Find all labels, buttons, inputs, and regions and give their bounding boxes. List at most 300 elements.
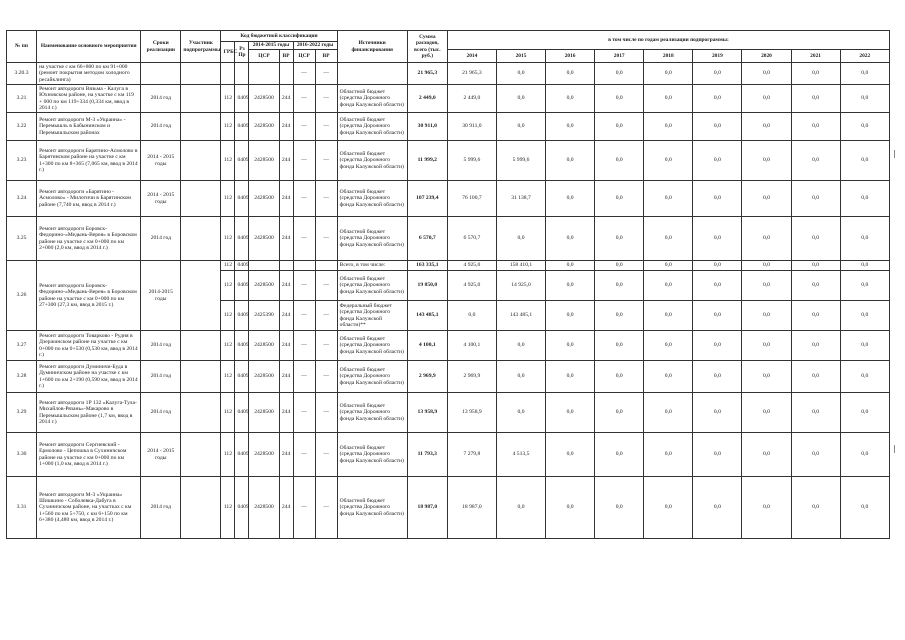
year-value-cell: 0,0 bbox=[595, 181, 644, 217]
table-row bbox=[7, 433, 890, 477]
source-cell: Областной бюджет (средства Дорожного фонда Калужской области) bbox=[337, 271, 407, 301]
grbs-cell: 112 bbox=[221, 433, 235, 477]
grbs-cell: 112 bbox=[221, 141, 235, 181]
csr-cell bbox=[249, 63, 279, 85]
year-value-cell: 0,0 bbox=[644, 331, 693, 361]
header-year: 2014 bbox=[447, 50, 496, 63]
row-name-cell: Ремонт автодороги Товарково - Рудня в Дзержинском районе на участке с км 0+000 по км 0+530 (0,530 км, ввод в 2014 г.) bbox=[37, 331, 141, 361]
total-cell: 30 911,0 bbox=[407, 113, 447, 141]
csr-cell: 2425390 bbox=[249, 301, 279, 331]
year-value-cell: 0,0 bbox=[595, 113, 644, 141]
row-name-cell: Ремонт автодороги Барятино-Асмолово в Барятинском районе на участке с км 1+300 по км 8+365 (7,065 км, ввод в 2014 г.) bbox=[37, 141, 141, 181]
year-value-cell: 0,0 bbox=[644, 113, 693, 141]
csr-cell: 2428500 bbox=[249, 181, 279, 217]
table-row bbox=[7, 217, 890, 261]
year-value-cell: 0,0 bbox=[840, 331, 889, 361]
csr-cell: 2428500 bbox=[249, 141, 279, 181]
year-value-cell: 31 138,7 bbox=[496, 181, 545, 217]
year-value-cell: 6 570,7 bbox=[447, 217, 496, 261]
csr-2016-cell: — bbox=[293, 181, 315, 217]
year-value-cell: 13 958,9 bbox=[447, 393, 496, 433]
year-value-cell: 158 410,1 bbox=[496, 261, 545, 271]
csr-2016-cell: — bbox=[293, 301, 315, 331]
row-num-cell: 3.30 bbox=[7, 433, 37, 477]
row-name-cell: Ремонт автодороги Вязьма - Калуга в Юхновском районе, на участке с км 119 + 000 по км 119+334 (0,334 км, ввод в 2014 г.) bbox=[37, 85, 141, 113]
row-participant-cell bbox=[181, 217, 221, 261]
grbs-cell: 112 bbox=[221, 361, 235, 393]
rzpr-cell bbox=[235, 63, 249, 85]
source-cell: Областной бюджет (средства Дорожного фонда Калужской области) bbox=[337, 141, 407, 181]
vr-2016-cell: — bbox=[315, 393, 337, 433]
year-value-cell: 4 925,0 bbox=[447, 271, 496, 301]
table-row bbox=[7, 261, 890, 271]
header-year: 2018 bbox=[644, 50, 693, 63]
csr-cell: 2428500 bbox=[249, 433, 279, 477]
grbs-cell: 112 bbox=[221, 271, 235, 301]
csr-2016-cell: — bbox=[293, 331, 315, 361]
year-value-cell: 7 279,8 bbox=[447, 433, 496, 477]
year-value-cell: 0,0 bbox=[693, 217, 742, 261]
year-value-cell: 0,0 bbox=[595, 217, 644, 261]
rzpr-cell: 0409 bbox=[235, 217, 249, 261]
year-value-cell: 0,0 bbox=[742, 217, 791, 261]
row-term-cell: 2014 год bbox=[141, 331, 181, 361]
row-participant-cell bbox=[181, 261, 221, 331]
row-name-cell: Ремонт автодороги М-3 «Украина» - Перемышль в Бабынинском и Перемышльском районах bbox=[37, 113, 141, 141]
total-cell: 11 999,2 bbox=[407, 141, 447, 181]
year-value-cell: 0,0 bbox=[644, 217, 693, 261]
csr-cell: 2428500 bbox=[249, 393, 279, 433]
year-value-cell: 0,0 bbox=[595, 393, 644, 433]
year-value-cell: 0,0 bbox=[840, 433, 889, 477]
vr-cell bbox=[279, 261, 293, 271]
year-value-cell: 0,0 bbox=[546, 141, 595, 181]
year-value-cell: 0,0 bbox=[693, 85, 742, 113]
year-value-cell: 0,0 bbox=[595, 477, 644, 539]
year-value-cell: 0,0 bbox=[742, 331, 791, 361]
vr-2016-cell: — bbox=[315, 113, 337, 141]
year-value-cell: 0,0 bbox=[742, 181, 791, 217]
year-value-cell: 0,0 bbox=[840, 393, 889, 433]
year-value-cell: 0,0 bbox=[693, 477, 742, 539]
year-value-cell: 0,0 bbox=[791, 361, 840, 393]
year-value-cell: 0,0 bbox=[595, 63, 644, 85]
year-value-cell: 5 999,6 bbox=[447, 141, 496, 181]
year-value-cell: 0,0 bbox=[496, 331, 545, 361]
year-value-cell: 76 100,7 bbox=[447, 181, 496, 217]
csr-2016-cell: — bbox=[293, 113, 315, 141]
row-num-cell: 3.29 bbox=[7, 393, 37, 433]
csr-cell: 2428500 bbox=[249, 331, 279, 361]
vr-cell: 244 bbox=[279, 331, 293, 361]
grbs-cell bbox=[221, 63, 235, 85]
year-value-cell: 0,0 bbox=[742, 433, 791, 477]
header-year: 2016 bbox=[546, 50, 595, 63]
year-value-cell: 0,0 bbox=[644, 361, 693, 393]
year-value-cell: 0,0 bbox=[791, 181, 840, 217]
row-num-cell: 3.24 bbox=[7, 181, 37, 217]
row-name-cell: на участке с км 66+800 по км 91+000 (ремонт покрытия методом холодного ресайклинга) bbox=[37, 63, 141, 85]
total-cell: 143 485,1 bbox=[407, 301, 447, 331]
year-value-cell: 0,0 bbox=[595, 85, 644, 113]
header-sources: Источники финансирования bbox=[337, 31, 407, 63]
source-cell: Областной бюджет (средства Дорожного фонда Калужской области) bbox=[337, 113, 407, 141]
vr-2016-cell bbox=[315, 261, 337, 271]
csr-2016-cell: — bbox=[293, 63, 315, 85]
year-value-cell: 0,0 bbox=[742, 477, 791, 539]
source-cell: Областной бюджет (средства Дорожного фонда Калужской области) bbox=[337, 393, 407, 433]
grbs-cell: 112 bbox=[221, 217, 235, 261]
csr-cell: 2428500 bbox=[249, 217, 279, 261]
year-value-cell: 0,0 bbox=[791, 63, 840, 85]
row-num-cell: 3.22 bbox=[7, 113, 37, 141]
total-cell: 6 570,7 bbox=[407, 217, 447, 261]
csr-2016-cell: — bbox=[293, 393, 315, 433]
row-name-cell: Ремонт автодороги Боровск-Федорино-«Медынь-Верея» в Боровском районе на участке с км 0+000 по км 2+000 (2,0 км, ввод в 2014 г.) bbox=[37, 217, 141, 261]
header-num: № пп bbox=[7, 31, 37, 63]
grbs-cell: 112 bbox=[221, 113, 235, 141]
year-value-cell: 0,0 bbox=[791, 477, 840, 539]
row-name-cell: Ремонт автодороги Думиничи-Буда в Думиничском районе на участке с км 1+600 по км 2+190 (0,590 км, ввод в 2014 г.) bbox=[37, 361, 141, 393]
row-term-cell: 2014 - 2015 годы bbox=[141, 433, 181, 477]
source-cell: Всего, в том числе: bbox=[337, 261, 407, 271]
year-value-cell: 0,0 bbox=[496, 63, 545, 85]
table-row bbox=[7, 141, 890, 181]
year-value-cell: 0,0 bbox=[742, 113, 791, 141]
row-participant-cell bbox=[181, 361, 221, 393]
row-participant-cell bbox=[181, 477, 221, 539]
vr-cell bbox=[279, 63, 293, 85]
year-value-cell: 0,0 bbox=[840, 301, 889, 331]
row-term-cell: 2014 год bbox=[141, 217, 181, 261]
year-value-cell: 14 925,0 bbox=[496, 271, 545, 301]
row-term-cell: 2014 - 2015 годы bbox=[141, 181, 181, 217]
source-cell: Федеральный бюджет (средства Дорожного фонда Калужской области)** bbox=[337, 301, 407, 331]
table-row bbox=[7, 361, 890, 393]
header-csr-a: ЦСР bbox=[249, 50, 279, 63]
year-value-cell: 0,0 bbox=[644, 477, 693, 539]
year-value-cell: 0,0 bbox=[447, 301, 496, 331]
year-value-cell: 0,0 bbox=[546, 63, 595, 85]
year-value-cell: 0,0 bbox=[546, 181, 595, 217]
rzpr-cell: 0409 bbox=[235, 477, 249, 539]
header-year: 2017 bbox=[595, 50, 644, 63]
row-participant-cell bbox=[181, 331, 221, 361]
header-grbs: ГРБС bbox=[221, 42, 235, 63]
vr-2016-cell: — bbox=[315, 85, 337, 113]
vr-2016-cell: — bbox=[315, 361, 337, 393]
year-value-cell: 0,0 bbox=[742, 393, 791, 433]
vr-2016-cell: — bbox=[315, 477, 337, 539]
year-value-cell: 0,0 bbox=[791, 261, 840, 271]
csr-cell: 2428500 bbox=[249, 271, 279, 301]
vr-2016-cell: — bbox=[315, 301, 337, 331]
year-value-cell: 0,0 bbox=[742, 271, 791, 301]
header-year: 2020 bbox=[742, 50, 791, 63]
source-cell: Областной бюджет (средства Дорожного фонда Калужской области) bbox=[337, 433, 407, 477]
grbs-cell: 112 bbox=[221, 477, 235, 539]
year-value-cell: 0,0 bbox=[791, 271, 840, 301]
year-value-cell: 0,0 bbox=[840, 85, 889, 113]
year-value-cell: 0,0 bbox=[546, 433, 595, 477]
year-value-cell: 0,0 bbox=[742, 141, 791, 181]
year-value-cell: 0,0 bbox=[791, 141, 840, 181]
vr-cell: 244 bbox=[279, 181, 293, 217]
csr-2016-cell: — bbox=[293, 433, 315, 477]
table-row bbox=[7, 331, 890, 361]
page-edge-mark bbox=[894, 445, 901, 453]
year-value-cell: 0,0 bbox=[693, 63, 742, 85]
source-cell: Областной бюджет (средства Дорожного фонда Калужской области) bbox=[337, 181, 407, 217]
year-value-cell: 0,0 bbox=[791, 113, 840, 141]
header-year: 2015 bbox=[496, 50, 545, 63]
total-cell: 2 969,9 bbox=[407, 361, 447, 393]
header-total: Сумма расходов, всего (тыс. руб.) bbox=[407, 31, 447, 63]
vr-2016-cell: — bbox=[315, 181, 337, 217]
year-value-cell: 0,0 bbox=[742, 261, 791, 271]
year-value-cell: 0,0 bbox=[693, 181, 742, 217]
year-value-cell: 0,0 bbox=[496, 113, 545, 141]
csr-cell bbox=[249, 261, 279, 271]
row-term-cell: 2014 год bbox=[141, 477, 181, 539]
year-value-cell: 0,0 bbox=[546, 393, 595, 433]
year-value-cell: 0,0 bbox=[496, 477, 545, 539]
year-value-cell: 0,0 bbox=[693, 393, 742, 433]
year-value-cell: 4 925,0 bbox=[447, 261, 496, 271]
year-value-cell: 0,0 bbox=[791, 331, 840, 361]
header-rzpr: Рз Пр bbox=[235, 42, 249, 63]
header-csr-b: ЦСР bbox=[293, 50, 315, 63]
vr-2016-cell: — bbox=[315, 331, 337, 361]
source-cell: Областной бюджет (средства Дорожного фонда Калужской области) bbox=[337, 85, 407, 113]
csr-cell: 2428500 bbox=[249, 477, 279, 539]
row-term-cell: 2014 год bbox=[141, 85, 181, 113]
csr-2016-cell: — bbox=[293, 361, 315, 393]
vr-2016-cell: — bbox=[315, 141, 337, 181]
row-participant-cell bbox=[181, 433, 221, 477]
vr-cell: 244 bbox=[279, 433, 293, 477]
rzpr-cell: 0409 bbox=[235, 361, 249, 393]
rzpr-cell: 0409 bbox=[235, 261, 249, 271]
grbs-cell: 112 bbox=[221, 261, 235, 271]
year-value-cell: 0,0 bbox=[595, 261, 644, 271]
vr-cell: 244 bbox=[279, 85, 293, 113]
year-value-cell: 0,0 bbox=[546, 331, 595, 361]
csr-2016-cell: — bbox=[293, 217, 315, 261]
year-value-cell: 0,0 bbox=[595, 361, 644, 393]
source-cell: Областной бюджет (средства Дорожного фонда Калужской области) bbox=[337, 477, 407, 539]
year-value-cell: 0,0 bbox=[693, 433, 742, 477]
budget-table-sheet bbox=[6, 30, 890, 539]
year-value-cell: 143 485,1 bbox=[496, 301, 545, 331]
year-value-cell: 0,0 bbox=[644, 271, 693, 301]
row-name-cell: Ремонт автодороги Боровск-Федорино-«Медынь-Верея» в Боровском районе на участке с км 0+000 по км 27+300 (27,3 км, ввод в 2015 г.) bbox=[37, 261, 141, 331]
vr-2016-cell: — bbox=[315, 433, 337, 477]
row-participant-cell bbox=[181, 85, 221, 113]
grbs-cell: 112 bbox=[221, 331, 235, 361]
csr-cell: 2428500 bbox=[249, 113, 279, 141]
total-cell: 107 239,4 bbox=[407, 181, 447, 217]
header-year: 2022 bbox=[840, 50, 889, 63]
grbs-cell: 112 bbox=[221, 85, 235, 113]
vr-cell: 244 bbox=[279, 113, 293, 141]
row-name-cell: Ремонт автодороги Сергиевский - Ермолово - Цепошка в Сухиничском районе на участке с км 0+000 по км 1+000 (1,0 км, ввод в 2014 г.) bbox=[37, 433, 141, 477]
total-cell: 2 449,0 bbox=[407, 85, 447, 113]
row-participant-cell bbox=[181, 393, 221, 433]
header-name: Наименование основного мероприятия bbox=[37, 31, 141, 63]
csr-2016-cell bbox=[293, 261, 315, 271]
vr-2016-cell: — bbox=[315, 271, 337, 301]
year-value-cell: 0,0 bbox=[840, 361, 889, 393]
header-year: 2021 bbox=[791, 50, 840, 63]
header-term: Сроки реализации bbox=[141, 31, 181, 63]
row-term-cell: 2014-2015 годы bbox=[141, 261, 181, 331]
year-value-cell: 0,0 bbox=[546, 113, 595, 141]
year-value-cell: 0,0 bbox=[742, 361, 791, 393]
year-value-cell: 0,0 bbox=[644, 181, 693, 217]
vr-cell: 244 bbox=[279, 217, 293, 261]
row-participant-cell bbox=[181, 113, 221, 141]
table-row bbox=[7, 113, 890, 141]
year-value-cell: 0,0 bbox=[496, 393, 545, 433]
csr-cell: 2428500 bbox=[249, 361, 279, 393]
year-value-cell: 0,0 bbox=[496, 217, 545, 261]
row-num-cell: 3.25 bbox=[7, 217, 37, 261]
rzpr-cell: 0409 bbox=[235, 271, 249, 301]
rzpr-cell: 0409 bbox=[235, 113, 249, 141]
row-num-cell: 3.20.3 bbox=[7, 63, 37, 85]
table-body bbox=[7, 63, 890, 539]
vr-cell: 244 bbox=[279, 271, 293, 301]
year-value-cell: 0,0 bbox=[546, 85, 595, 113]
source-cell: Областной бюджет (средства Дорожного фонда Калужской области) bbox=[337, 331, 407, 361]
year-value-cell: 2 969,9 bbox=[447, 361, 496, 393]
row-term-cell: 2014 год bbox=[141, 361, 181, 393]
rzpr-cell: 0409 bbox=[235, 85, 249, 113]
budget-table bbox=[6, 30, 890, 539]
year-value-cell: 0,0 bbox=[644, 85, 693, 113]
table-row bbox=[7, 181, 890, 217]
year-value-cell: 5 999,6 bbox=[496, 141, 545, 181]
table-row bbox=[7, 85, 890, 113]
vr-2016-cell: — bbox=[315, 63, 337, 85]
row-term-cell: 2014 - 2015 годы bbox=[141, 141, 181, 181]
vr-cell: 244 bbox=[279, 141, 293, 181]
header-by-years: в том числе по годам реализации подпрограммы: bbox=[447, 31, 889, 50]
row-name-cell: Ремонт автодороги М-3 «Украина» Шишкино - Соболевка-Дабуга в Сухиничском районе, на участках с км 1+560 по км 5+750, с км 6+150 по км 6+380 (4,480 км, ввод в 2014 г.) bbox=[37, 477, 141, 539]
year-value-cell: 21 965,3 bbox=[447, 63, 496, 85]
year-value-cell: 0,0 bbox=[693, 113, 742, 141]
row-num-cell: 3.26 bbox=[7, 261, 37, 331]
table-row bbox=[7, 393, 890, 433]
year-value-cell: 0,0 bbox=[840, 141, 889, 181]
total-cell: 19 850,0 bbox=[407, 271, 447, 301]
row-participant-cell bbox=[181, 181, 221, 217]
header-years-b: 2016-2022 годы bbox=[293, 42, 337, 50]
year-value-cell: 0,0 bbox=[791, 85, 840, 113]
table-row bbox=[7, 477, 890, 539]
source-cell: Областной бюджет (средства Дорожного фонда Калужской области) bbox=[337, 361, 407, 393]
year-value-cell: 0,0 bbox=[496, 361, 545, 393]
year-value-cell: 0,0 bbox=[595, 141, 644, 181]
year-value-cell: 0,0 bbox=[644, 433, 693, 477]
year-value-cell: 0,0 bbox=[840, 271, 889, 301]
total-cell: 163 335,1 bbox=[407, 261, 447, 271]
rzpr-cell: 0409 bbox=[235, 433, 249, 477]
row-num-cell: 3.31 bbox=[7, 477, 37, 539]
total-cell: 21 965,3 bbox=[407, 63, 447, 85]
row-num-cell: 3.23 bbox=[7, 141, 37, 181]
year-value-cell: 0,0 bbox=[693, 331, 742, 361]
year-value-cell: 0,0 bbox=[546, 217, 595, 261]
year-value-cell: 0,0 bbox=[546, 361, 595, 393]
year-value-cell: 18 987,0 bbox=[447, 477, 496, 539]
header-year: 2019 bbox=[693, 50, 742, 63]
table-row bbox=[7, 63, 890, 85]
header-participant: Участник подпрограммы bbox=[181, 31, 221, 63]
year-value-cell: 0,0 bbox=[693, 271, 742, 301]
year-value-cell: 0,0 bbox=[595, 331, 644, 361]
header-kbk: Код бюджетной классификации bbox=[221, 31, 337, 42]
year-value-cell: 0,0 bbox=[840, 63, 889, 85]
csr-2016-cell: — bbox=[293, 141, 315, 181]
year-value-cell: 0,0 bbox=[742, 301, 791, 331]
csr-2016-cell: — bbox=[293, 477, 315, 539]
header-vr-a: ВР bbox=[279, 50, 293, 63]
year-value-cell: 0,0 bbox=[791, 301, 840, 331]
source-cell bbox=[337, 63, 407, 85]
vr-cell: 244 bbox=[279, 361, 293, 393]
year-value-cell: 0,0 bbox=[840, 477, 889, 539]
grbs-cell: 112 bbox=[221, 393, 235, 433]
header-years-a: 2014-2015 годы bbox=[249, 42, 293, 50]
year-value-cell: 0,0 bbox=[496, 85, 545, 113]
page-edge-mark bbox=[894, 150, 901, 158]
row-participant-cell bbox=[181, 141, 221, 181]
year-value-cell: 0,0 bbox=[693, 361, 742, 393]
grbs-cell: 112 bbox=[221, 301, 235, 331]
year-value-cell: 0,0 bbox=[546, 271, 595, 301]
rzpr-cell: 0409 bbox=[235, 181, 249, 217]
vr-2016-cell: — bbox=[315, 217, 337, 261]
row-num-cell: 3.28 bbox=[7, 361, 37, 393]
grbs-cell: 112 bbox=[221, 181, 235, 217]
year-value-cell: 0,0 bbox=[546, 261, 595, 271]
vr-cell: 244 bbox=[279, 301, 293, 331]
year-value-cell: 0,0 bbox=[644, 141, 693, 181]
year-value-cell: 0,0 bbox=[644, 63, 693, 85]
row-name-cell: Ремонт автодороги 1Р 132 «Калуга-Тула-Михайлов-Рязань»-Макарово в Перемышльском районе (1,7 км, ввод в 2014 г.) bbox=[37, 393, 141, 433]
year-value-cell: 0,0 bbox=[840, 113, 889, 141]
year-value-cell: 0,0 bbox=[644, 261, 693, 271]
row-name-cell: Ремонт автодороги «Барятино - Асмолово» - Милотичи в Барятинском районе (7,740 км, ввод в 2014 г.) bbox=[37, 181, 141, 217]
csr-2016-cell: — bbox=[293, 85, 315, 113]
year-value-cell: 0,0 bbox=[742, 85, 791, 113]
vr-cell: 244 bbox=[279, 393, 293, 433]
year-value-cell: 0,0 bbox=[595, 301, 644, 331]
row-term-cell: 2014 год bbox=[141, 113, 181, 141]
csr-2016-cell: — bbox=[293, 271, 315, 301]
year-value-cell: 0,0 bbox=[644, 393, 693, 433]
year-value-cell: 0,0 bbox=[693, 141, 742, 181]
year-value-cell: 4 513,5 bbox=[496, 433, 545, 477]
row-num-cell: 3.21 bbox=[7, 85, 37, 113]
total-cell: 11 793,3 bbox=[407, 433, 447, 477]
vr-cell: 244 bbox=[279, 477, 293, 539]
year-value-cell: 30 911,0 bbox=[447, 113, 496, 141]
rzpr-cell: 0409 bbox=[235, 393, 249, 433]
year-value-cell: 0,0 bbox=[693, 261, 742, 271]
